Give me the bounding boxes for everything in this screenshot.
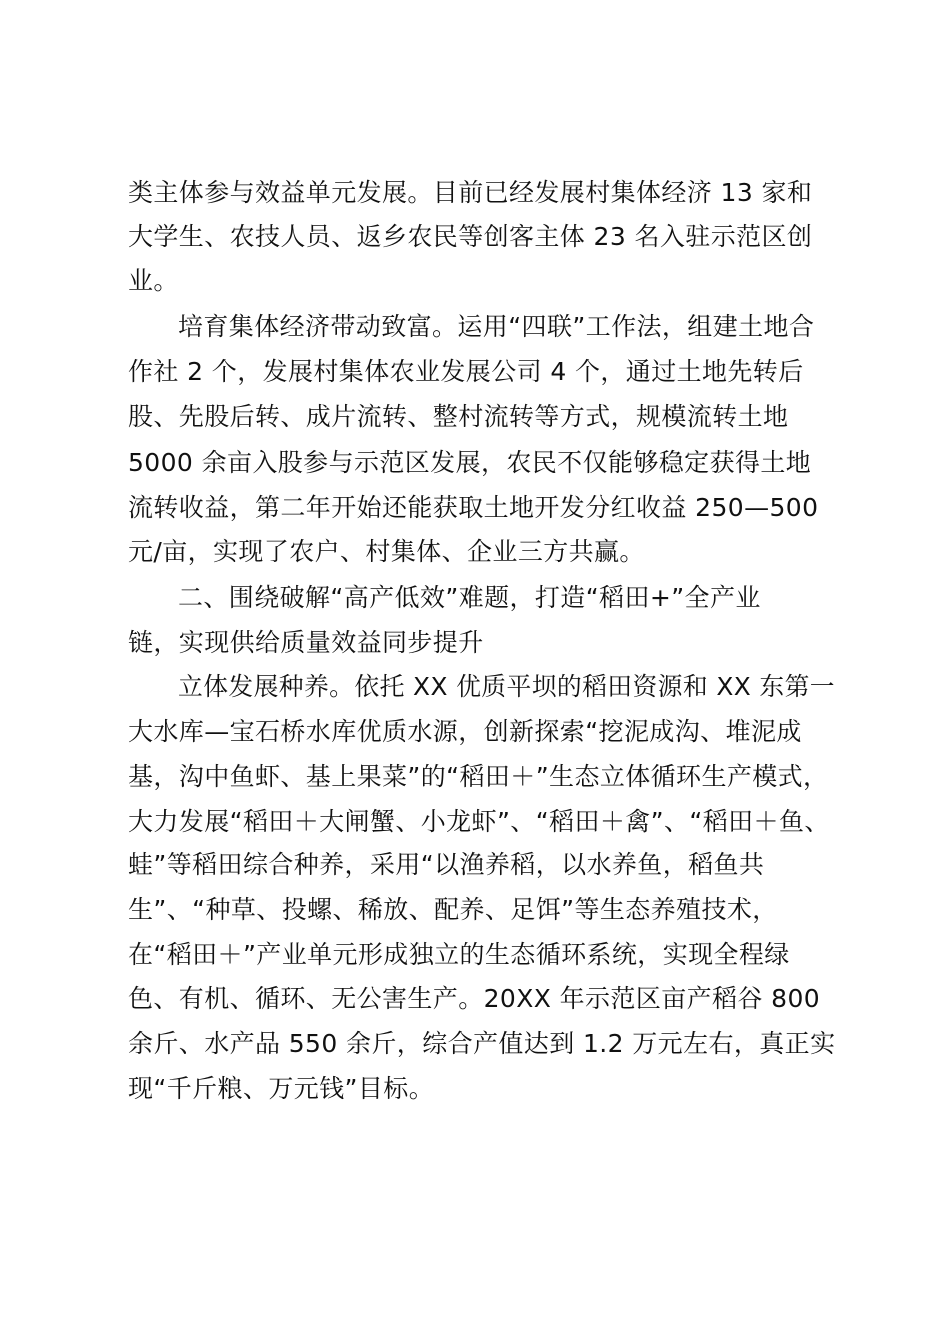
text-line-21: 现“千斤粮、万元钱”目标。: [128, 1074, 435, 1103]
text-line-17: 生”、“种草、投螺、稀放、配养、足饵”等生态养殖技术，: [128, 895, 778, 924]
text-line-9: 元/亩，实现了农户、村集体、企业三方共赢。: [128, 537, 645, 566]
text-line-14: 基，沟中鱼虾、基上果菜”的“稻田＋”生态立体循环生产模式，: [128, 762, 829, 791]
text-line-7: 5000 余亩入股参与示范区发展，农民不仅能够稳定获得土地: [128, 448, 812, 477]
text-line-19: 色、有机、循环、无公害生产。20XX 年示范区亩产稻谷 800: [128, 984, 821, 1013]
section-heading-2-cont: 链，实现供给质量效益同步提升: [128, 628, 484, 657]
text-line-18: 在“稻田＋”产业单元形成独立的生态循环系统，实现全程绿: [128, 940, 790, 969]
section-heading-2: 二、围绕破解“高产低效”难题，打造“稻田+”全产业: [178, 583, 761, 612]
text-line-5: 作社 2 个，发展村集体农业发展公司 4 个，通过土地先转后: [128, 357, 804, 386]
text-line-6: 股、先股后转、成片流转、整村流转等方式，规模流转土地: [128, 402, 789, 431]
text-line-20: 余斤、水产品 550 余斤，综合产值达到 1.2 万元左右，真正实: [128, 1029, 836, 1058]
paragraph-heading-planting: 立体发展种养。依托 XX 优质平坝的稻田资源和 XX 东第一: [178, 672, 835, 701]
text-line-8: 流转收益，第二年开始还能获取土地开发分红收益 250—500: [128, 493, 819, 522]
text-line-16: 蛙”等稻田综合种养，采用“以渔养稻，以水养鱼，稻鱼共: [128, 850, 765, 879]
text-line-1: 类主体参与效益单元发展。目前已经发展村集体经济 13 家和: [128, 178, 813, 207]
paragraph-heading-cultivate: 培育集体经济带动致富。运用“四联”工作法，组建土地合: [178, 312, 815, 341]
text-line-3: 业。: [128, 266, 179, 295]
text-line-13: 大水库—宝石桥水库优质水源，创新探索“挖泥成沟、堆泥成: [128, 717, 802, 746]
text-line-2: 大学生、农技人员、返乡农民等创客主体 23 名入驻示范区创: [128, 222, 813, 251]
text-line-15: 大力发展“稻田＋大闸蟹、小龙虾”、“稻田＋禽”、“稻田＋鱼、: [128, 807, 830, 836]
